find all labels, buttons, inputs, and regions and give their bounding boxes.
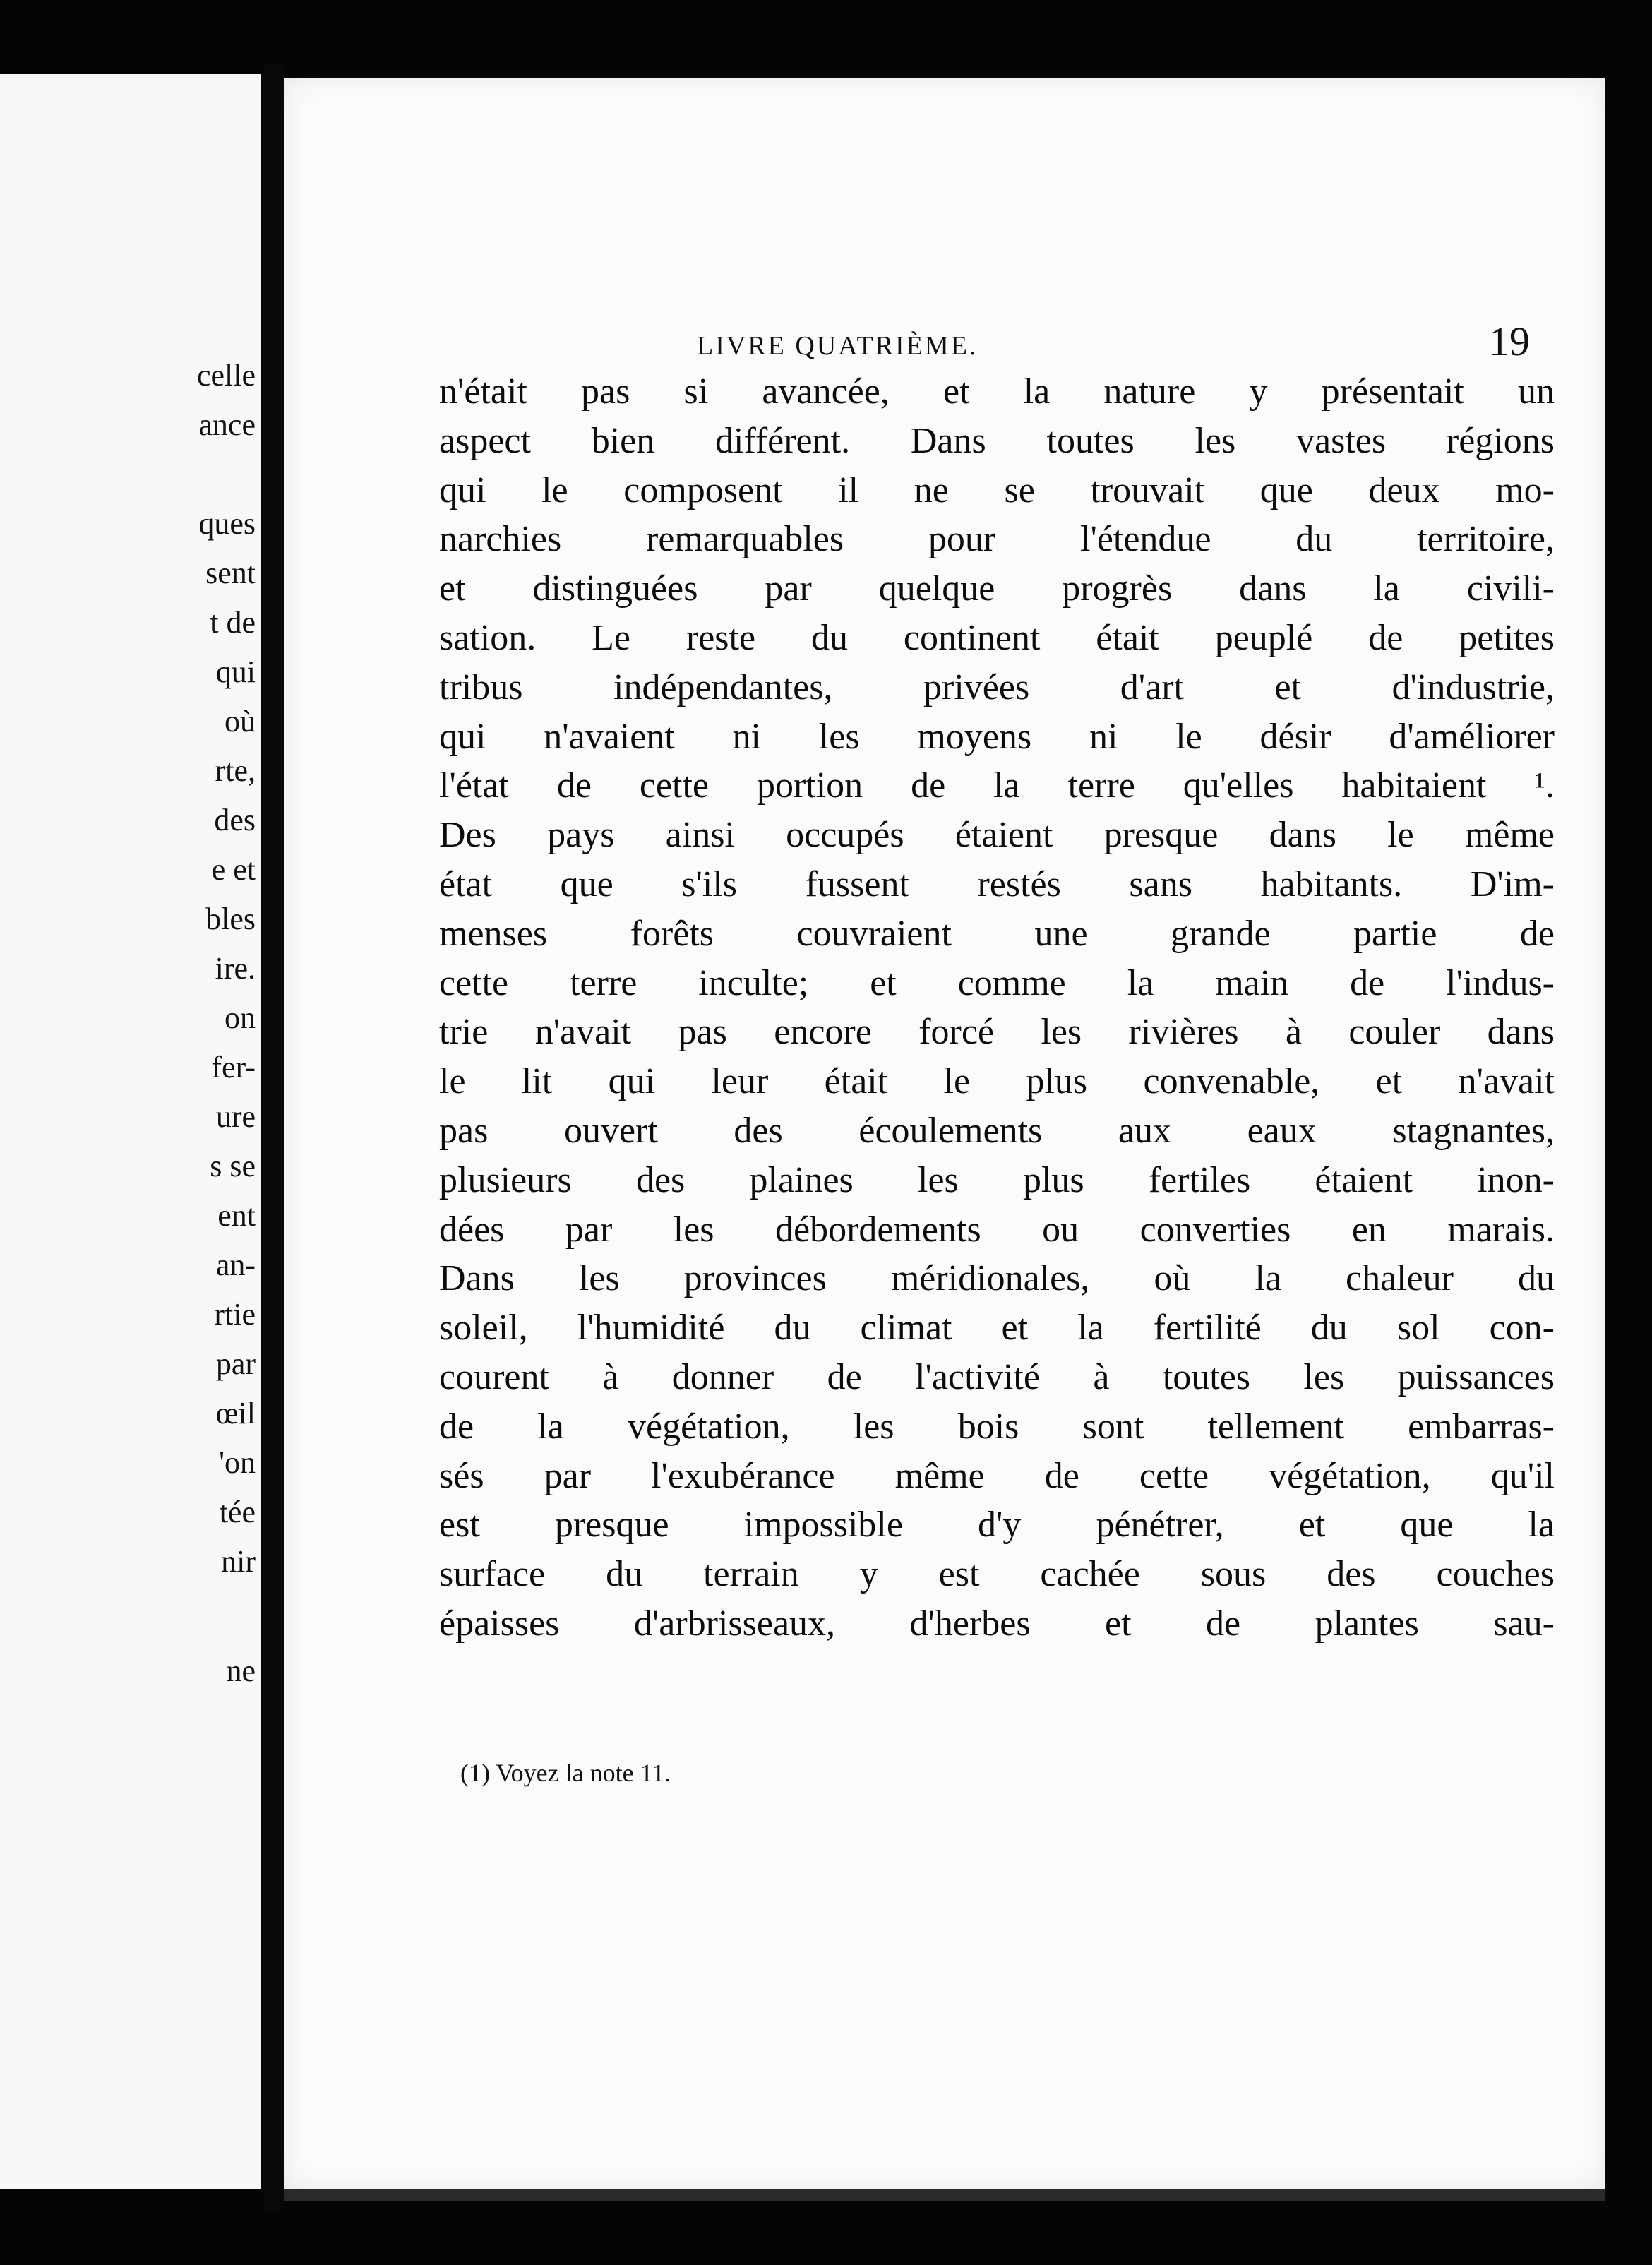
left-line-fragment: ne [226,1654,256,1688]
left-line-fragment: sent [205,556,256,590]
text-line: narchies remarquables pour l'étendue du territoire, [439,519,1555,560]
text-line: épaisses d'arbrisseaux, d'herbes et de plantes sau- [439,1603,1555,1644]
body-text [439,367,1555,1649]
left-line-fragment: ire. [215,951,256,986]
page-number: 19 [1489,318,1530,364]
text-line: de la végétation, les bois sont tellement embarras- [439,1406,1555,1447]
text-line: Des pays ainsi occupés étaient presque dans le même [439,815,1555,856]
text-line: qui le composent il ne se trouvait que deux mo- [439,470,1555,510]
left-line-fragment: s se [210,1149,256,1183]
right-page [284,78,1605,2189]
left-line-fragment: œil [215,1396,256,1430]
left-line-fragment: où [225,704,256,739]
text-line: soleil, l'humidité du climat et la fertilité du sol con- [439,1308,1555,1349]
left-line-fragment: bles [205,902,256,936]
left-line-fragment: an- [215,1248,256,1282]
left-line-fragment: 'on [219,1445,256,1480]
left-line-fragment: nir [221,1544,256,1579]
text-line: plusieurs des plaines les plus fertiles étaient inon- [439,1159,1555,1200]
left-line-fragment: ure [215,1099,256,1134]
text-line: trie n'avait pas encore forcé les rivières à couler dans [439,1012,1555,1053]
text-line: le lit qui leur était le plus convenable, et n'avait [439,1061,1555,1102]
text-line: courent à donner de l'activité à toutes les puissances [439,1356,1555,1397]
text-line: menses forêts couvraient une grande partie de [439,913,1555,954]
text-line: sés par l'exubérance même de cette végétation, qu'il [439,1455,1555,1496]
left-line-fragment: fer- [211,1050,256,1084]
running-head [697,318,1530,367]
text-line: qui n'avaient ni les moyens ni le désir d'améliorer [439,716,1555,757]
text-line: sation. Le reste du continent était peuplé de petites [439,617,1555,658]
text-line: cette terre inculte; et comme la main de l'indus- [439,962,1555,1003]
text-line: état que s'ils fussent restés sans habitants. D'im- [439,863,1555,904]
left-line-fragment: ques [198,506,256,541]
left-line-fragment: des [214,803,256,837]
left-line-fragment: tée [219,1495,256,1529]
book-spine-shadow [263,64,284,2210]
left-line-fragment: t de [210,605,256,640]
page-bottom-edge [284,2189,1605,2201]
left-line-fragment: on [225,1000,256,1035]
left-line-fragment: par [215,1346,256,1381]
text-line: et distinguées par quelque progrès dans la civili- [439,568,1555,609]
left-line-fragment: qui [215,655,256,689]
left-line-fragment: ent [217,1198,256,1233]
left-line-fragment: celle [196,358,256,393]
text-line: n'était pas si avancée, et la nature y présentait un [439,371,1555,412]
left-page-fragment [0,74,261,2189]
left-line-fragment: e et [211,852,256,887]
left-line-fragment: ance [198,407,256,442]
text-line: tribus indépendantes, privées d'art et d'industrie, [439,667,1555,707]
footnote: (1) Voyez la note 11. [460,1759,671,1787]
running-title: LIVRE QUATRIÈME. [697,331,978,361]
text-line: pas ouvert des écoulements aux eaux stagnantes, [439,1110,1555,1151]
text-line: Dans les provinces méridionales, où la chaleur du [439,1258,1555,1299]
text-line: aspect bien différent. Dans toutes les vastes régions [439,420,1555,461]
left-line-fragment: rtie [214,1297,256,1332]
text-line: surface du terrain y est cachée sous des couches [439,1554,1555,1595]
text-line: dées par les débordements ou converties en marais. [439,1209,1555,1250]
left-line-fragment: rte, [215,753,256,788]
text-line: est presque impossible d'y pénétrer, et que la [439,1505,1555,1546]
text-line: l'état de cette portion de la terre qu'elles habitaient ¹. [439,765,1555,806]
